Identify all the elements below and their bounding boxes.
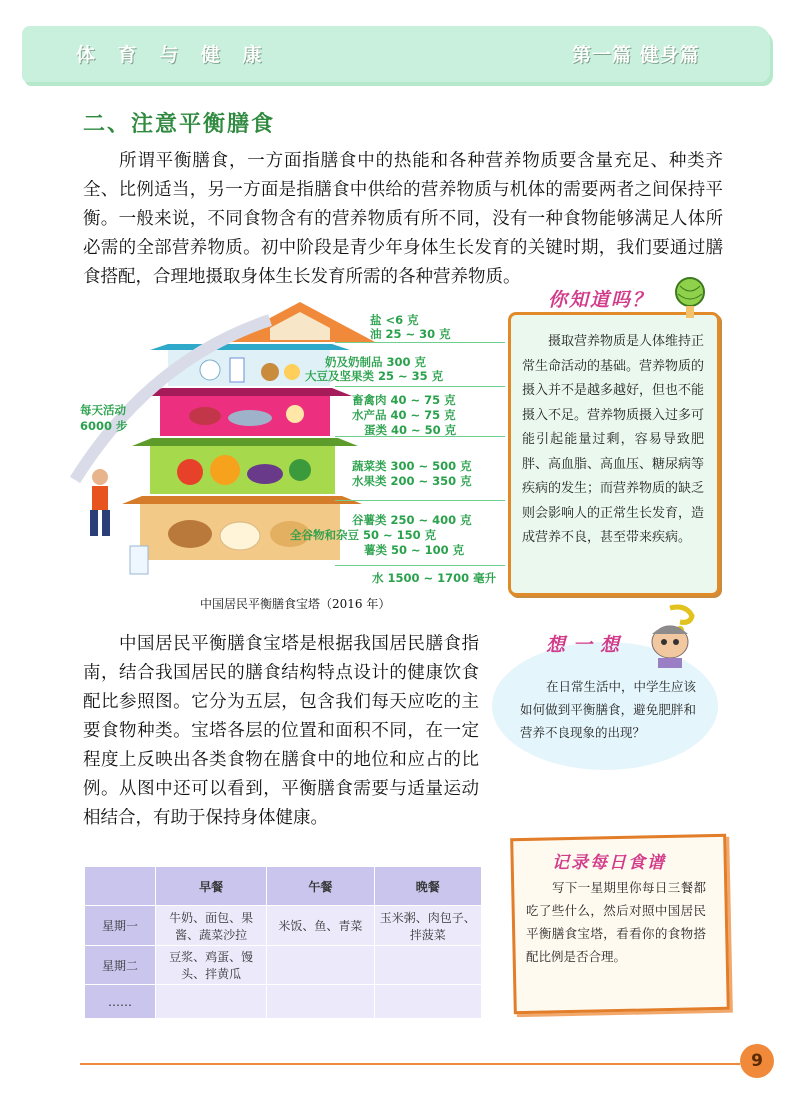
- water-label: 水 1500 ~ 1700 毫升: [372, 571, 497, 585]
- figure-caption: 中国居民平衡膳食宝塔（2016 年）: [200, 597, 391, 611]
- pagoda-paragraph: 中国居民平衡膳食宝塔是根据我国居民膳食指南，结合我国居民的膳食结构特点设计的健康饮食配比参照图。它分为五层，包含我们每天应吃的主要食物种类。宝塔各层的位置和面积不同，在一定程度上反映出各类食物在膳食中的地位和应占的比例。从图中还可以看到，平衡膳食需要与适量运动相结合，有助于保持身体健康。: [83, 634, 479, 828]
- table-header-cell: [85, 867, 156, 906]
- pyramid-level-label: 谷薯类 250 ~ 400 克: [352, 513, 472, 527]
- table-cell: [156, 985, 267, 1019]
- page-number: 9: [740, 1044, 774, 1078]
- table-cell: [267, 946, 374, 985]
- did-you-know-text: 摄取营养物质是人体维持正常生命活动的基础。营养物质的摄入并不是越多越好，但也不能摄入不足。营养物质摄入过多可能引起能量过剩，容易导致肥胖、高血脂、高血压、糖尿病等疾病的发生；而营养物质的缺乏则会影响人的正常生长发育，造成营养不良，甚至带来疾病。: [522, 334, 705, 545]
- pyramid-level-label: 水产品 40 ~ 75 克: [352, 408, 456, 422]
- table-cell: 米饭、鱼、青菜: [267, 906, 374, 946]
- thinking-person-icon: [640, 604, 704, 674]
- table-cell: 豆浆、鸡蛋、馒头、拌黄瓜: [156, 946, 267, 985]
- pyramid-level-label: 薯类 50 ~ 100 克: [364, 543, 465, 557]
- table-row: [85, 906, 482, 946]
- pyramid-level-label: 油 25 ~ 30 克: [370, 327, 451, 341]
- guide-line: [335, 500, 505, 501]
- table-header-cell: 早餐: [156, 867, 267, 906]
- guide-line: [335, 386, 505, 387]
- table-header-cell: 午餐: [267, 867, 374, 906]
- table-cell: [267, 985, 374, 1019]
- melon-mascot-icon: [672, 276, 708, 326]
- pyramid-level-label: 水果类 200 ~ 350 克: [352, 474, 472, 488]
- pyramid-level-label: 蔬菜类 300 ~ 500 克: [352, 459, 472, 473]
- pyramid-level-label: 奶及奶制品 300 克: [325, 355, 427, 369]
- record-recipe-text: 写下一星期里你每日三餐都吃了些什么，然后对照中国居民平衡膳食宝塔，看看你的食物搭配比例是否合理。: [526, 880, 706, 964]
- chapter-title: 第一篇 健身篇: [572, 44, 700, 66]
- meal-table: [84, 866, 482, 1019]
- section-title: 二、注意平衡膳食: [83, 112, 276, 137]
- table-cell: ……: [85, 985, 156, 1019]
- footer-rule: [80, 1063, 740, 1065]
- table-cell: 星期一: [85, 906, 156, 946]
- pyramid-level-label: 全谷物和杂豆 50 ~ 150 克: [290, 528, 437, 542]
- pyramid-level-label: 蛋类 40 ~ 50 克: [364, 423, 457, 437]
- pyramid-level-label: 大豆及坚果类 25 ~ 35 克: [305, 369, 444, 383]
- table-row: [85, 946, 482, 985]
- table-cell: 玉米粥、肉包子、拌菠菜: [374, 906, 481, 946]
- guide-line: [335, 342, 505, 343]
- table-cell: 星期二: [85, 946, 156, 985]
- think-title: 想一想: [546, 634, 628, 656]
- did-you-know-title: 你知道吗？: [548, 289, 654, 311]
- table-cell: [374, 946, 481, 985]
- table-cell: 牛奶、面包、果酱、蔬菜沙拉: [156, 906, 267, 946]
- record-recipe-title: 记录每日食谱: [552, 853, 666, 873]
- table-header-cell: 晚餐: [374, 867, 481, 906]
- guide-line: [335, 565, 505, 566]
- table-cell: [374, 985, 481, 1019]
- pyramid-level-label: 畜禽肉 40 ~ 75 克: [352, 393, 456, 407]
- book-title: 体 育 与 健 康: [76, 44, 270, 66]
- activity-label: 每天活动 6000 步: [80, 403, 128, 433]
- intro-paragraph: 所谓平衡膳食，一方面指膳食中的热能和各种营养物质要含量充足、种类齐全、比例适当，另一方面是指膳食中供给的营养物质与机体的需要两者之间保持平衡。一般来说，不同食物含有的营养物质有所不同，没有一种食物能够满足人体所必需的全部营养物质。初中阶段是青少年身体生长发育的关键时期，我们要通过膳食搭配，合理地摄取身体生长发育所需的各种营养物质。: [83, 151, 723, 287]
- table-row: [85, 985, 482, 1019]
- think-text: 在日常生活中，中学生应该如何做到平衡膳食，避免肥胖和营养不良现象的出现？: [520, 679, 697, 740]
- table-header-row: [85, 867, 482, 906]
- pyramid-level-label: 盐 <6 克: [370, 313, 419, 327]
